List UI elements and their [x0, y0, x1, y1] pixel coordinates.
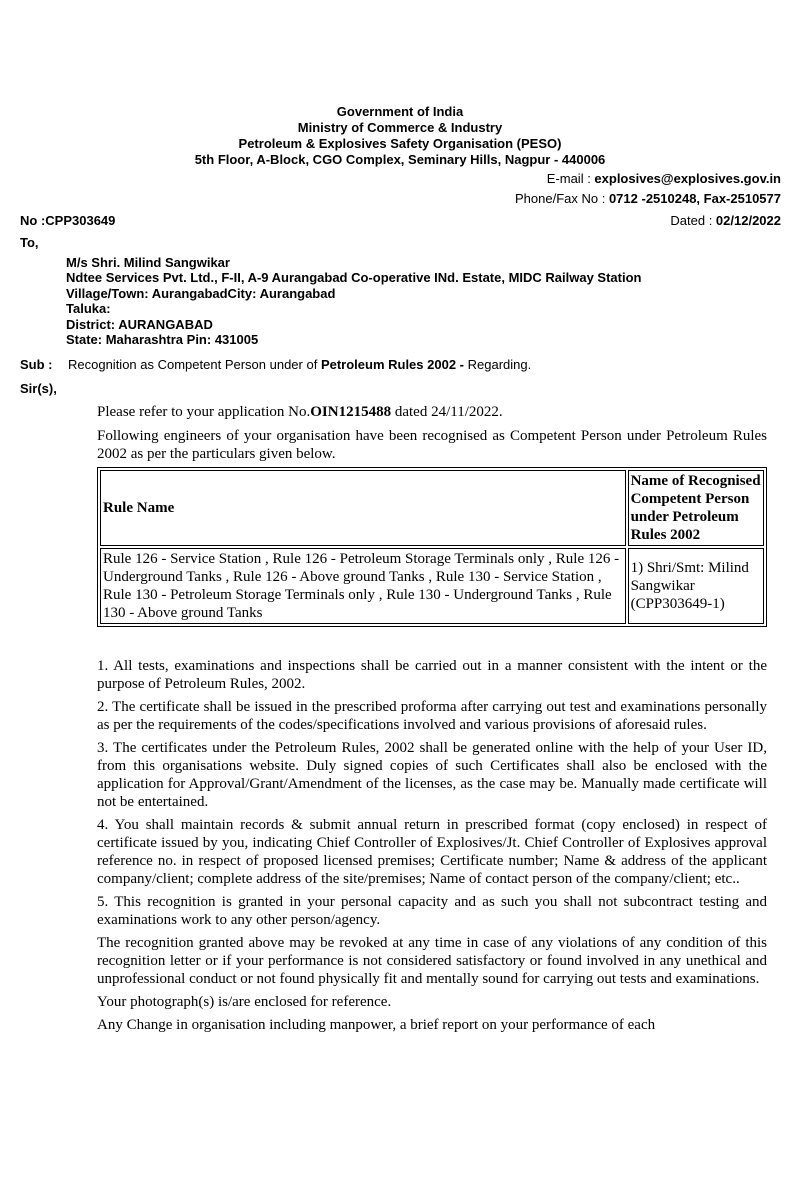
- column-header-competent-person: Name of Recognised Competent Person under Petroleum Rules 2002: [628, 470, 764, 546]
- salutation: Sir(s),: [20, 381, 57, 396]
- addressee-state-pin: State: Maharashtra Pin: 431005: [66, 332, 259, 348]
- intro-block: [97, 403, 767, 463]
- reference-number: [20, 213, 115, 229]
- email-value: explosives@explosives.gov.in: [594, 171, 781, 186]
- phone-value: 0712 -2510248, Fax-2510577: [608, 191, 781, 206]
- email-label: E-mail :: [546, 171, 595, 186]
- addressee-company: Ndtee Services Pvt. Ltd., F-II, A-9 Aurangabad Co-operative INd. Estate, MIDC Railway Station: [66, 270, 642, 286]
- header-ministry: Ministry of Commerce & Industry: [297, 120, 503, 135]
- reference-number-label: No :: [20, 213, 46, 228]
- subject-pre: Recognition as Competent Person under of: [68, 357, 321, 372]
- recognition-table: [97, 467, 767, 627]
- condition-4: 4. You shall maintain records & submit annual return in prescribed format (copy enclosed) in respect of certificate issued by you, indicating Chief Controller of Explosives/Jt. Chief Controller of Explosives approval reference no. in respect of proposed licensed premises; Certificate number; Name & address of the applicant company/client; complete address of the site/premises; Name of contact person of the company/client; etc..: [97, 817, 767, 887]
- organisation-change-paragraph: Any Change in organisation including manpower, a brief report on your performance of each: [97, 1017, 656, 1033]
- addressee-taluka: Taluka:: [66, 301, 111, 317]
- column-header-rule-name: Rule Name: [100, 470, 626, 546]
- subject-label: Sub :: [20, 357, 53, 372]
- rule-names-cell: Rule 126 - Service Station , Rule 126 - Petroleum Storage Terminals only , Rule 126 - Underground Tanks , Rule 126 - Above ground Tanks , Rule 130 - Service Station , Rule 130 - Petroleum Storage Terminals only , Rule 130 - Underground Tanks , Rule 130 - Above ground Tanks: [100, 548, 626, 624]
- letter-date-label: Dated :: [670, 213, 716, 228]
- revocation-paragraph: The recognition granted above may be revoked at any time in case of any violations of any condition of this recognition letter or if your performance is not considered satisfactory or found involved in any unethical and unprofessional conduct or not found physically fit and mentally sound for carrying out tests and examinations.: [97, 935, 767, 987]
- condition-2: 2. The certificate shall be issued in the prescribed proforma after carrying out test and examinations personally as per the requirements of the codes/specifications involved and various provisions of aforesaid rules.: [97, 699, 767, 733]
- intro-application-line: [97, 403, 767, 421]
- letter-date: [670, 213, 781, 229]
- subject-text: [68, 357, 531, 373]
- header-address: 5th Floor, A-Block, CGO Complex, Seminary Hills, Nagpur - 440006: [194, 152, 606, 167]
- conditions-block: [97, 657, 767, 1039]
- subject-rules: Petroleum Rules 2002 -: [320, 357, 464, 372]
- application-number: OIN1215488: [310, 404, 392, 420]
- table-header-row: [100, 470, 764, 546]
- addressee-village-city: Village/Town: AurangabadCity: Aurangabad: [66, 285, 336, 301]
- letter-date-value: 02/12/2022: [715, 213, 781, 228]
- addressee-district: District: AURANGABAD: [66, 316, 213, 332]
- addressee-block: [66, 255, 642, 347]
- intro-recognition-line: Following engineers of your organisation have been recognised as Competent Person under Petroleum Rules 2002 as per the particulars given below.: [97, 428, 767, 462]
- photograph-paragraph: Your photograph(s) is/are enclosed for reference.: [97, 994, 392, 1010]
- intro-pre: Please refer to your application No.: [97, 404, 311, 420]
- condition-3: 3. The certificates under the Petroleum Rules, 2002 shall be generated online with the help of your User ID, from this organisations website. Duly signed copies of such Certificates shall also be enclosed with the application for Approval/Grant/Amendment of the licenses, as the case may be. Manually made certificate will not be entertained.: [97, 740, 767, 810]
- header-phone-line: [515, 191, 781, 207]
- to-label: To,: [20, 235, 39, 250]
- condition-5: 5. This recognition is granted in your personal capacity and as such you shall not subcontract testing and examinations work to any other person/agency.: [97, 894, 767, 928]
- reference-number-value: CPP303649: [45, 213, 116, 228]
- table-row: [100, 548, 764, 624]
- phone-label: Phone/Fax No :: [515, 191, 609, 206]
- competent-person-cell: 1) Shri/Smt: Milind Sangwikar (CPP303649-1): [628, 548, 764, 624]
- header-email-line: [547, 171, 781, 187]
- subject-post: Regarding.: [464, 357, 532, 372]
- addressee-name: M/s Shri. Milind Sangwikar: [66, 255, 230, 270]
- header-government: Government of India: [336, 104, 464, 119]
- intro-post: dated 24/11/2022.: [391, 404, 503, 420]
- condition-1: 1. All tests, examinations and inspections shall be carried out in a manner consistent with the intent or the purpose of Petroleum Rules, 2002.: [97, 658, 767, 692]
- header-organisation: Petroleum & Explosives Safety Organisation (PESO): [238, 136, 562, 151]
